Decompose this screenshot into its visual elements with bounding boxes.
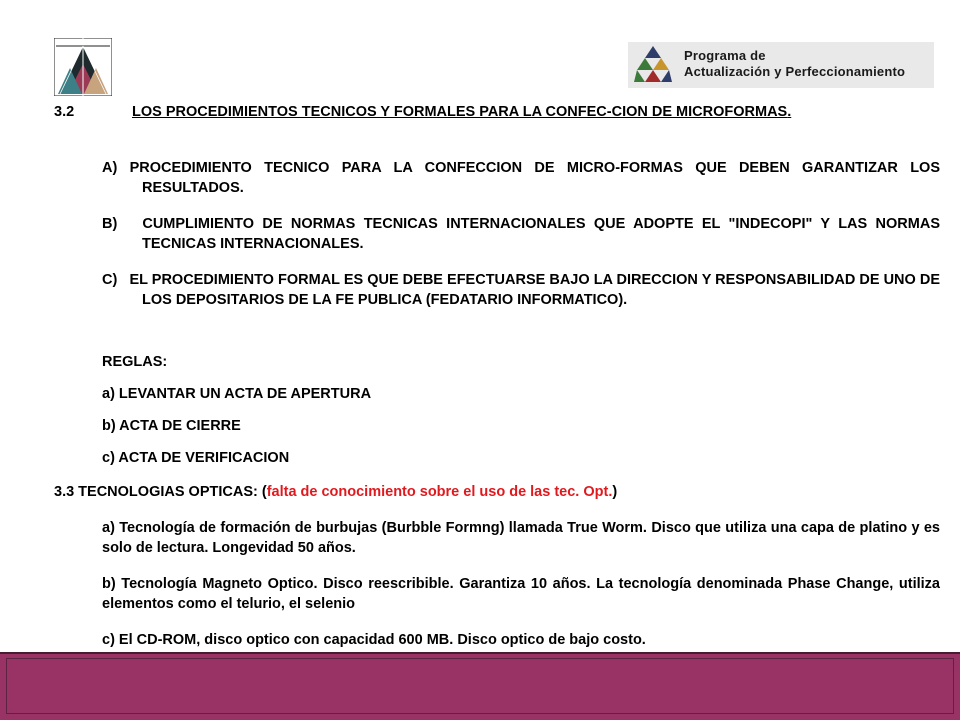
triangle-logo-icon — [54, 38, 112, 96]
rule-a: a) LEVANTAR UN ACTA DE APERTURA — [102, 386, 372, 402]
pap-pyramid-icon — [634, 44, 672, 86]
procedure-item-b: B) CUMPLIMIENTO DE NORMAS TECNICAS INTERNACIONALES QUE ADOPTE EL "INDECOPI" Y LAS NORMAS TECNICAS INTERNACIONALES. — [102, 216, 940, 252]
procedure-item-a: A) PROCEDIMIENTO TECNICO PARA LA CONFECCION DE MICRO-FORMAS QUE DEBEN GARANTIZAR LOS RESULTADOS. — [102, 160, 940, 196]
optical-tech-item-b: b) Tecnología Magneto Optico. Disco reescribible. Garantiza 10 años. La tecnología denominada Phase Change, utiliza elementos como el telurio, el selenio — [102, 576, 940, 612]
section-3-3-heading — [54, 482, 940, 502]
section-3-2-heading — [54, 102, 940, 122]
section-3-3-note: falta de conocimiento sobre el uso de las tec. Opt. — [266, 484, 613, 500]
rule-c: c) ACTA DE VERIFICACION — [102, 450, 290, 466]
program-logo — [628, 42, 934, 88]
section-title: LOS PROCEDIMIENTOS TECNICOS Y FORMALES PARA LA CONFEC-CION DE MICROFORMAS — [132, 104, 788, 120]
section-3-3-title-end: ) — [612, 484, 618, 500]
footer-bar — [0, 652, 960, 720]
program-title-line2: Actualización y Perfeccionamiento — [684, 64, 906, 79]
optical-tech-item-a: a) Tecnología de formación de burbujas (Burbble Formng) llamada True Worm. Disco que utiliza una capa de platino y es solo de lectura. Longevidad 50 años. — [102, 520, 940, 556]
rule-b: b) ACTA DE CIERRE — [102, 418, 241, 434]
procedure-item-c: C) EL PROCEDIMIENTO FORMAL ES QUE DEBE EFECTUARSE BAJO LA DIRECCION Y RESPONSABILIDAD DE UNO DE LOS DEPOSITARIOS DE LA FE PUBLICA (FEDATARIO INFORMATICO). — [102, 272, 940, 308]
footer-bar-inner — [6, 658, 954, 714]
optical-tech-item-c: c) El CD-ROM, disco optico con capacidad 600 MB. Disco optico de bajo costo. — [102, 632, 646, 648]
section-title-end: . — [787, 104, 792, 120]
section-3-3-title: 3.3 TECNOLOGIAS OPTICAS: ( — [54, 484, 267, 500]
section-number: 3.2 — [54, 104, 75, 120]
program-title-line1: Programa de — [684, 48, 766, 63]
rules-label: REGLAS: — [102, 354, 168, 370]
